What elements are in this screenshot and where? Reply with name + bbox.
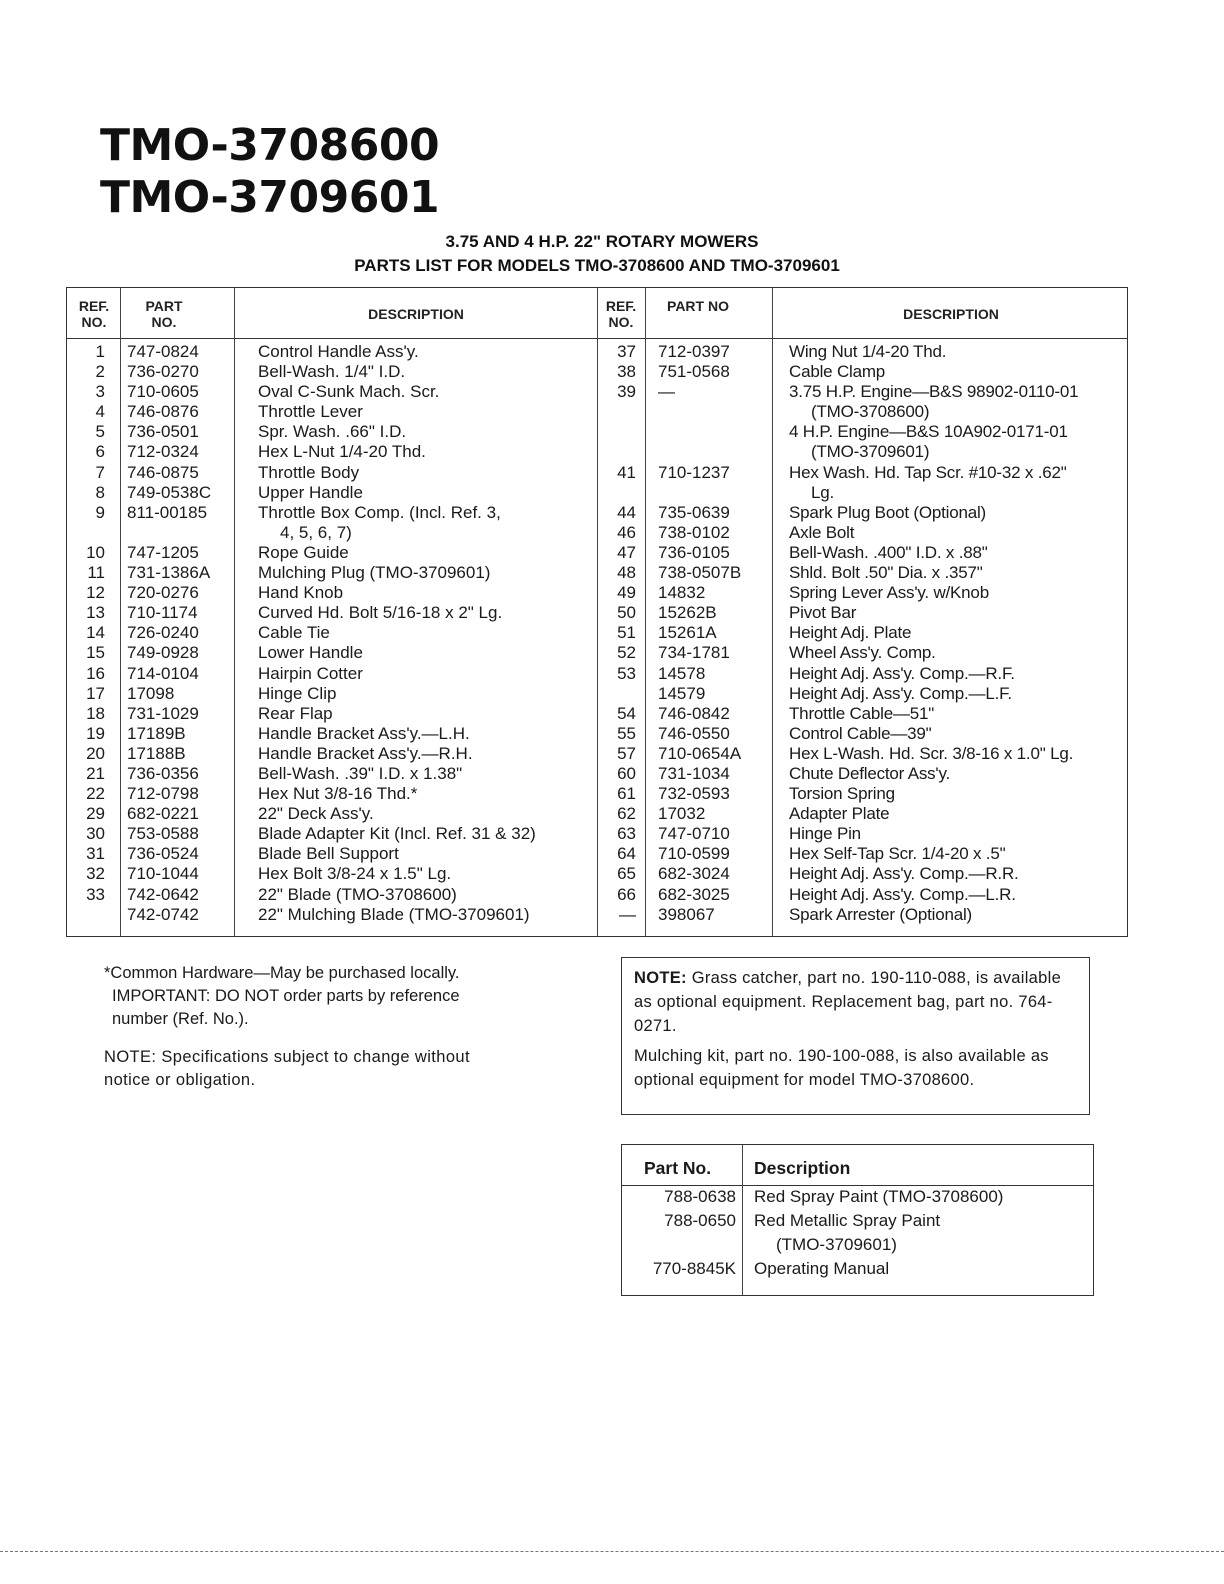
paint-part-number: 788-0650 xyxy=(664,1211,736,1230)
part-description: Chute Deflector Ass'y. xyxy=(789,763,951,783)
part-description: Bell-Wash. .39" I.D. x 1.38" xyxy=(258,763,463,783)
part-number: 747-0710 xyxy=(658,824,730,844)
part-number: 751-0568 xyxy=(658,362,730,382)
part-description: Blade Bell Support xyxy=(258,844,399,864)
part-number: 731-1029 xyxy=(127,703,199,723)
part-description xyxy=(258,523,594,543)
hardware-note-line: IMPORTANT: DO NOT order parts by reference xyxy=(112,987,460,1005)
ref-number: 53 xyxy=(617,663,636,683)
ref-number xyxy=(598,402,636,422)
part-description: Throttle Lever xyxy=(258,402,363,422)
part-description: 22" Blade (TMO-3708600) xyxy=(258,884,457,904)
part-number: 710-1174 xyxy=(127,603,198,623)
note-paragraph-1 xyxy=(634,966,1079,1038)
header-part-no: PART NO. xyxy=(145,298,183,330)
part-description-text: Lg. xyxy=(811,482,835,502)
part-description: Upper Handle xyxy=(258,482,363,502)
ref-number xyxy=(598,422,636,442)
ref-number: 60 xyxy=(617,763,636,783)
ref-number: 33 xyxy=(86,884,105,904)
part-number: 712-0798 xyxy=(127,784,199,804)
right-description-column xyxy=(789,342,1127,925)
part-number: 682-0221 xyxy=(127,804,199,824)
part-description: Handle Bracket Ass'y.—R.H. xyxy=(258,743,473,763)
part-number: 714-0104 xyxy=(127,663,199,683)
ref-number xyxy=(598,483,636,503)
part-description: Throttle Cable—51" xyxy=(789,703,935,723)
part-description: Height Adj. Plate xyxy=(789,623,912,643)
part-number: 14832 xyxy=(658,583,706,603)
part-number: 731-1386A xyxy=(127,563,211,583)
paint-column-divider xyxy=(742,1145,743,1295)
ref-number: 32 xyxy=(86,864,105,884)
part-description: Hex Nut 3/8-16 Thd.* xyxy=(258,784,418,804)
ref-number xyxy=(67,523,105,543)
part-number xyxy=(658,483,770,503)
part-description: Height Adj. Ass'y. Comp.—R.F. xyxy=(789,663,1015,683)
part-description: Height Adj. Ass'y. Comp.—L.F. xyxy=(789,683,1012,703)
part-number: 746-0550 xyxy=(658,723,730,743)
part-description: Hex Self-Tap Scr. 1/4-20 x .5" xyxy=(789,844,1006,864)
ref-number: 30 xyxy=(86,824,105,844)
part-description: Lower Handle xyxy=(258,643,363,663)
note-box xyxy=(621,957,1090,1115)
part-description: Hand Knob xyxy=(258,583,344,603)
page-title xyxy=(100,120,439,224)
ref-number: 8 xyxy=(95,482,105,502)
part-number: 738-0507B xyxy=(658,563,742,583)
ref-number: 54 xyxy=(617,703,636,723)
ref-number: 29 xyxy=(86,804,105,824)
part-number: 734-1781 xyxy=(658,643,730,663)
ref-number: 57 xyxy=(617,743,636,763)
header-part-no-2: PART NO xyxy=(667,298,729,314)
part-number: 753-0588 xyxy=(127,824,199,844)
part-number: 749-0538C xyxy=(127,482,212,502)
part-description: Hex Wash. Hd. Tap Scr. #10-32 x .62" xyxy=(789,462,1067,482)
part-number: 710-1237 xyxy=(658,462,730,482)
note-label: NOTE: xyxy=(634,969,687,987)
left-ref-column xyxy=(67,342,105,925)
part-description: Hex Bolt 3/8-24 x 1.5" Lg. xyxy=(258,864,452,884)
part-number: 742-0642 xyxy=(127,884,199,904)
part-number: 710-0599 xyxy=(658,844,730,864)
part-description-text: (TMO-3709601) xyxy=(811,442,930,462)
part-number xyxy=(127,523,232,543)
part-description: Adapter Plate xyxy=(789,804,890,824)
part-description: Blade Adapter Kit (Incl. Ref. 31 & 32) xyxy=(258,824,536,844)
note-paragraph-2: Mulching kit, part no. 190-100-088, is also available as optional equipment for model TMO-3708600. xyxy=(634,1047,1049,1089)
column-divider xyxy=(645,288,646,936)
column-divider xyxy=(772,288,773,936)
part-number: 742-0742 xyxy=(127,904,199,924)
part-number: 712-0324 xyxy=(127,442,199,462)
spec-note-line: notice or obligation. xyxy=(104,1071,256,1089)
hardware-note-line: number (Ref. No.). xyxy=(112,1010,249,1028)
header-ref-no: REF. NO. xyxy=(78,298,110,330)
subtitle-line-1: 3.75 AND 4 H.P. 22" ROTARY MOWERS xyxy=(445,232,759,251)
part-description: Spark Plug Boot (Optional) xyxy=(789,502,987,522)
ref-number: 37 xyxy=(617,342,636,361)
paint-table xyxy=(621,1144,1094,1296)
bottom-rule xyxy=(0,1551,1224,1552)
part-number: — xyxy=(658,382,675,402)
paint-description: Operating Manual xyxy=(754,1259,890,1278)
ref-number: 39 xyxy=(617,382,636,402)
part-number: 736-0524 xyxy=(127,844,199,864)
part-description xyxy=(789,483,1127,503)
part-number: 736-0270 xyxy=(127,362,199,382)
ref-number: 20 xyxy=(86,743,105,763)
part-number: 15261A xyxy=(658,623,717,643)
ref-number: 55 xyxy=(617,723,636,743)
paint-part-number: 788-0638 xyxy=(664,1187,736,1206)
part-number: 747-1205 xyxy=(127,542,199,562)
part-number: 746-0876 xyxy=(127,402,199,422)
paint-description: Red Spray Paint (TMO-3708600) xyxy=(754,1187,1004,1206)
note-text: Grass catcher, part no. 190-110-088, is available as optional equipment. Replacement bag, part no. 764-0271. xyxy=(634,969,1062,1035)
part-number: 682-3025 xyxy=(658,884,730,904)
part-number: 736-0501 xyxy=(127,422,199,442)
part-description: Cable Clamp xyxy=(789,362,886,382)
part-description: 3.75 H.P. Engine—B&S 98902-0110-01 xyxy=(789,382,1079,402)
part-description: Rear Flap xyxy=(258,703,333,723)
part-description: Hex L-Wash. Hd. Scr. 3/8-16 x 1.0" Lg. xyxy=(789,743,1074,763)
ref-number: 19 xyxy=(86,723,105,743)
paint-description: Red Metallic Spray Paint xyxy=(754,1211,941,1230)
ref-number: — xyxy=(619,904,636,924)
part-description: Control Handle Ass'y. xyxy=(258,342,419,361)
ref-number: 61 xyxy=(617,784,636,804)
ref-number xyxy=(598,442,636,462)
part-description-text: 4, 5, 6, 7) xyxy=(280,522,352,542)
ref-number: 51 xyxy=(617,623,636,643)
left-part-column xyxy=(127,342,232,925)
part-description: Curved Hd. Bolt 5/16-18 x 2" Lg. xyxy=(258,603,503,623)
spec-note xyxy=(104,1046,584,1092)
part-description: Pivot Bar xyxy=(789,603,857,623)
ref-number: 4 xyxy=(95,402,105,422)
ref-number xyxy=(598,684,636,704)
paint-part-number: 770-8845K xyxy=(652,1259,736,1278)
part-description: Throttle Box Comp. (Incl. Ref. 3, xyxy=(258,502,501,522)
ref-number: 44 xyxy=(617,502,636,522)
part-number: 811-00185 xyxy=(127,502,208,522)
part-description: Cable Tie xyxy=(258,623,330,643)
part-number: 720-0276 xyxy=(127,583,199,603)
header-description-2: DESCRIPTION xyxy=(903,306,999,322)
left-description-column xyxy=(258,342,594,925)
part-description: Mulching Plug (TMO-3709601) xyxy=(258,563,491,583)
part-description: Control Cable—39" xyxy=(789,723,932,743)
spec-note-line: NOTE: Specifications subject to change without xyxy=(104,1048,470,1066)
part-description: Oval C-Sunk Mach. Scr. xyxy=(258,382,440,402)
part-number: 746-0842 xyxy=(658,703,730,723)
part-number: 17098 xyxy=(127,683,175,703)
part-number: 712-0397 xyxy=(658,342,730,361)
ref-number: 16 xyxy=(86,663,105,683)
part-number: 14578 xyxy=(658,663,706,683)
ref-number: 48 xyxy=(617,563,636,583)
part-description: 22" Mulching Blade (TMO-3709601) xyxy=(258,904,530,924)
part-number xyxy=(658,422,770,442)
ref-number: 62 xyxy=(617,804,636,824)
part-description xyxy=(789,402,1127,422)
ref-number: 21 xyxy=(86,763,105,783)
ref-number: 31 xyxy=(86,844,105,864)
part-description: Spark Arrester (Optional) xyxy=(789,904,973,924)
header-ref-no-2: REF. NO. xyxy=(605,298,637,330)
ref-number: 18 xyxy=(86,703,105,723)
ref-number: 65 xyxy=(617,864,636,884)
part-number: 15262B xyxy=(658,603,717,623)
part-number xyxy=(658,442,770,462)
ref-number: 14 xyxy=(86,623,105,643)
ref-number: 6 xyxy=(95,442,105,462)
paint-header-description: Description xyxy=(754,1158,851,1178)
part-number: 736-0356 xyxy=(127,763,199,783)
right-part-column xyxy=(658,342,770,925)
part-description: Hex L-Nut 1/4-20 Thd. xyxy=(258,442,426,462)
paint-description: (TMO-3709601) xyxy=(776,1235,897,1254)
part-description: Spring Lever Ass'y. w/Knob xyxy=(789,583,989,603)
model-number-2: TMO-3709601 xyxy=(100,172,440,223)
ref-number: 13 xyxy=(86,603,105,623)
ref-number: 7 xyxy=(95,462,105,482)
ref-number: 1 xyxy=(95,342,105,361)
model-number-1: TMO-3708600 xyxy=(100,120,440,171)
part-number: 731-1034 xyxy=(658,763,730,783)
part-number: 749-0928 xyxy=(127,643,199,663)
ref-number: 41 xyxy=(617,462,636,482)
part-number: 14579 xyxy=(658,683,706,703)
part-description: Wheel Ass'y. Comp. xyxy=(789,643,936,663)
part-description: Height Adj. Ass'y. Comp.—L.R. xyxy=(789,884,1016,904)
part-description: Height Adj. Ass'y. Comp.—R.R. xyxy=(789,864,1019,884)
ref-number: 46 xyxy=(617,522,636,542)
part-number: 710-0654A xyxy=(658,743,742,763)
ref-number: 22 xyxy=(86,784,105,804)
ref-number: 3 xyxy=(95,382,105,402)
part-description: Hinge Pin xyxy=(789,824,861,844)
part-number: 746-0875 xyxy=(127,462,199,482)
part-number: 398067 xyxy=(658,904,715,924)
part-number: 738-0102 xyxy=(658,522,730,542)
part-description: Handle Bracket Ass'y.—L.H. xyxy=(258,723,470,743)
part-description: Hinge Clip xyxy=(258,683,337,703)
part-description: Bell-Wash. .400" I.D. x .88" xyxy=(789,542,988,562)
part-number: 682-3024 xyxy=(658,864,730,884)
ref-number: 64 xyxy=(617,844,636,864)
header-description: DESCRIPTION xyxy=(368,306,464,322)
part-number: 17032 xyxy=(658,804,706,824)
part-number: 747-0824 xyxy=(127,342,199,361)
parts-table xyxy=(66,287,1128,937)
ref-number xyxy=(67,905,105,925)
part-description: Rope Guide xyxy=(258,542,349,562)
ref-number: 10 xyxy=(86,542,105,562)
part-description-text: (TMO-3708600) xyxy=(811,402,930,422)
part-description: Torsion Spring xyxy=(789,784,895,804)
column-divider xyxy=(120,288,121,936)
ref-number: 12 xyxy=(86,583,105,603)
part-description: 22" Deck Ass'y. xyxy=(258,804,374,824)
ref-number: 17 xyxy=(86,683,105,703)
ref-number: 5 xyxy=(95,422,105,442)
ref-number: 63 xyxy=(617,824,636,844)
part-number: 710-1044 xyxy=(127,864,199,884)
ref-number: 11 xyxy=(87,563,105,583)
part-description: Hairpin Cotter xyxy=(258,663,363,683)
ref-number: 9 xyxy=(95,502,105,522)
part-description xyxy=(789,442,1127,462)
paint-header-part-no: Part No. xyxy=(644,1158,712,1178)
part-number xyxy=(658,402,770,422)
ref-number: 49 xyxy=(617,583,636,603)
subtitle-line-2: PARTS LIST FOR MODELS TMO-3708600 AND TMO-3709601 xyxy=(354,256,840,275)
part-number: 17188B xyxy=(127,743,186,763)
hardware-note-line: *Common Hardware—May be purchased locally. xyxy=(104,964,460,982)
hardware-note xyxy=(104,962,564,1031)
part-description: Throttle Body xyxy=(258,462,360,482)
ref-number: 66 xyxy=(617,884,636,904)
part-number: 726-0240 xyxy=(127,623,199,643)
part-number: 735-0639 xyxy=(658,502,730,522)
column-divider xyxy=(234,288,235,936)
part-number: 732-0593 xyxy=(658,784,730,804)
ref-number: 15 xyxy=(86,643,105,663)
part-description: Axle Bolt xyxy=(789,522,855,542)
part-description: 4 H.P. Engine—B&S 10A902-0171-01 xyxy=(789,422,1068,442)
part-description: Wing Nut 1/4-20 Thd. xyxy=(789,342,947,361)
part-description: Spr. Wash. .66" I.D. xyxy=(258,422,407,442)
part-description: Bell-Wash. 1/4" I.D. xyxy=(258,362,406,382)
part-number: 710-0605 xyxy=(127,382,199,402)
right-ref-column xyxy=(598,342,636,925)
part-number: 17189B xyxy=(127,723,186,743)
part-number: 736-0105 xyxy=(658,542,730,562)
ref-number: 52 xyxy=(617,643,636,663)
ref-number: 47 xyxy=(617,542,636,562)
ref-number: 50 xyxy=(617,603,636,623)
ref-number: 38 xyxy=(617,362,636,382)
part-description: Shld. Bolt .50" Dia. x .357" xyxy=(789,563,983,583)
ref-number: 2 xyxy=(95,362,105,382)
